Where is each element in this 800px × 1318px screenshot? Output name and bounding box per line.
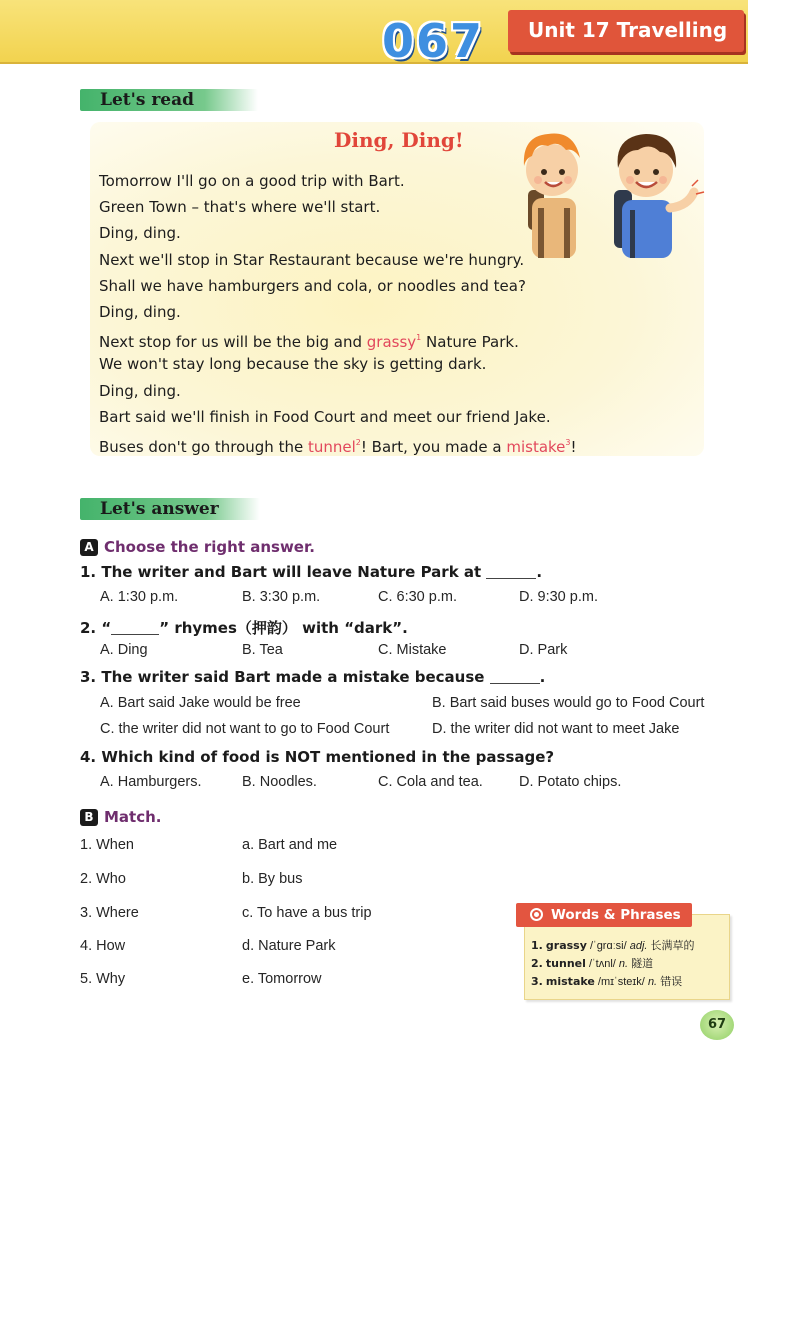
part-a-title: Choose the right answer. <box>104 538 315 556</box>
option-1c[interactable]: C. 6:30 p.m. <box>378 589 457 605</box>
match-right-a[interactable]: a. Bart and me <box>242 837 338 853</box>
answer-blank[interactable] <box>490 683 540 684</box>
vocab-phonetic: /mɪˈsteɪk/ <box>597 976 645 988</box>
option-1a[interactable]: A. 1:30 p.m. <box>100 589 179 605</box>
question-text-end: ” rhymes（押韵） with “dark”. <box>159 619 408 637</box>
question-number: 4. <box>80 748 97 766</box>
option-4a[interactable]: A. Hamburgers. <box>100 774 202 790</box>
option-2b[interactable]: B. Tea <box>242 642 283 658</box>
vocab-meaning: 错误 <box>660 976 683 988</box>
question-text-end: . <box>539 668 546 686</box>
vocab-word: grassy <box>545 939 587 952</box>
vocab-entry <box>531 955 653 971</box>
vocab-pos: adj. <box>629 940 648 952</box>
words-phrases-tab <box>516 903 692 927</box>
poem-line: Tomorrow I'll go on a good trip with Bart. <box>99 172 405 190</box>
vocab-pos: n. <box>618 958 629 970</box>
poem-line: Green Town – that's where we'll start. <box>99 198 381 217</box>
vocab-word-tunnel: tunnel <box>307 437 356 456</box>
question-1 <box>80 563 542 581</box>
match-left-1[interactable]: 1. When <box>80 837 134 853</box>
unit-label: Unit 17 Travelling <box>508 10 744 52</box>
answer-blank[interactable] <box>486 578 536 579</box>
match-right-b[interactable]: b. By bus <box>242 871 303 887</box>
match-right-d[interactable]: d. Nature Park <box>242 938 336 954</box>
option-3b[interactable]: B. Bart said buses would go to Food Court <box>432 695 705 711</box>
vocab-num: 1. <box>531 939 543 952</box>
option-2a[interactable]: A. Ding <box>100 642 148 658</box>
vocab-word: tunnel <box>545 957 586 970</box>
option-4c[interactable]: C. Cola and tea. <box>378 774 483 790</box>
question-text: Which kind of food is NOT mentioned in the passage? <box>101 748 555 766</box>
question-number: 3. <box>80 668 97 686</box>
lets-read-banner: Let's read <box>80 89 258 111</box>
footnote-mark: 3 <box>565 437 571 447</box>
match-right-c[interactable]: c. To have a bus trip <box>242 905 372 921</box>
question-2 <box>80 617 408 638</box>
part-a-heading <box>80 538 315 556</box>
part-b-title: Match. <box>104 808 162 826</box>
poem-line: Ding, ding. <box>99 224 181 243</box>
option-1d[interactable]: D. 9:30 p.m. <box>519 589 598 605</box>
option-2c[interactable]: C. Mistake <box>378 642 447 658</box>
vocab-entry <box>531 973 682 989</box>
lesson-number: 067 <box>382 14 485 68</box>
boy-right-figure <box>614 134 704 258</box>
poem-line: We won't stay long because the sky is getting dark. <box>99 355 487 374</box>
footnote-mark: 2 <box>355 437 361 447</box>
vocab-meaning: 长满草的 <box>650 940 695 952</box>
question-3 <box>80 668 545 686</box>
option-3c[interactable]: C. the writer did not want to go to Food Court <box>100 721 390 737</box>
vocab-meaning: 隧道 <box>631 958 654 970</box>
question-text: The writer said Bart made a mistake because <box>101 668 485 686</box>
poem-line: Shall we have hamburgers and cola, or noodles and tea? <box>99 276 526 295</box>
option-4b[interactable]: B. Noodles. <box>242 774 317 790</box>
vocab-word-mistake: mistake <box>506 437 566 456</box>
footnote-mark: 1 <box>416 333 422 343</box>
vocab-phonetic: /ˈtʌnl/ <box>588 958 616 970</box>
words-phrases-title: Words & Phrases <box>551 907 681 923</box>
lets-answer-banner: Let's answer <box>80 498 260 520</box>
poem-title: Ding, Ding! <box>334 128 464 152</box>
vocab-phonetic: /ˈɡrɑːsi/ <box>589 940 627 952</box>
option-1b[interactable]: B. 3:30 p.m. <box>242 589 321 605</box>
vocab-num: 3. <box>531 975 543 988</box>
line-text: ! <box>570 437 577 456</box>
question-text: “ <box>101 619 112 637</box>
page-number-badge: 67 <box>700 1010 734 1040</box>
line-text: Buses don't go through the <box>99 437 308 456</box>
line-text: Next stop for us will be the big and <box>99 333 367 352</box>
question-number: 2. <box>80 619 97 637</box>
answer-blank[interactable] <box>111 634 159 635</box>
match-left-4[interactable]: 4. How <box>80 938 126 954</box>
vocab-num: 2. <box>531 957 543 970</box>
target-icon <box>530 908 543 921</box>
match-right-e[interactable]: e. Tomorrow <box>242 971 322 987</box>
part-b-heading <box>80 808 162 826</box>
option-3a[interactable]: A. Bart said Jake would be free <box>100 695 301 711</box>
vocab-word: mistake <box>545 975 595 988</box>
line-text: ! Bart, you made a <box>360 437 507 456</box>
poem-line <box>99 430 659 456</box>
poem-line: Bart said we'll finish in Food Court and meet our friend Jake. <box>99 407 551 426</box>
question-text-end: . <box>536 563 543 581</box>
option-4d[interactable]: D. Potato chips. <box>519 774 622 790</box>
line-text: Nature Park. <box>421 333 519 352</box>
match-left-5[interactable]: 5. Why <box>80 971 126 987</box>
poem-line <box>99 325 659 351</box>
vocab-pos: n. <box>647 976 658 988</box>
match-left-2[interactable]: 2. Who <box>80 871 126 887</box>
part-a-letter: A <box>80 539 98 556</box>
vocab-word-grassy: grassy <box>366 333 417 352</box>
question-4 <box>80 748 554 766</box>
two-boys-illustration <box>518 128 706 268</box>
vocab-entry <box>531 937 695 953</box>
boy-left-figure <box>524 134 580 259</box>
option-2d[interactable]: D. Park <box>519 642 568 658</box>
part-b-letter: B <box>80 809 98 826</box>
match-left-3[interactable]: 3. Where <box>80 905 139 921</box>
poem-line: Ding, ding. <box>99 381 181 400</box>
question-number: 1. <box>80 563 97 581</box>
option-3d[interactable]: D. the writer did not want to meet Jake <box>432 721 680 737</box>
poem-line: Next we'll stop in Star Restaurant because we're hungry. <box>99 250 525 269</box>
question-text: The writer and Bart will leave Nature Park at <box>101 563 482 581</box>
poem-line: Ding, ding. <box>99 302 181 321</box>
